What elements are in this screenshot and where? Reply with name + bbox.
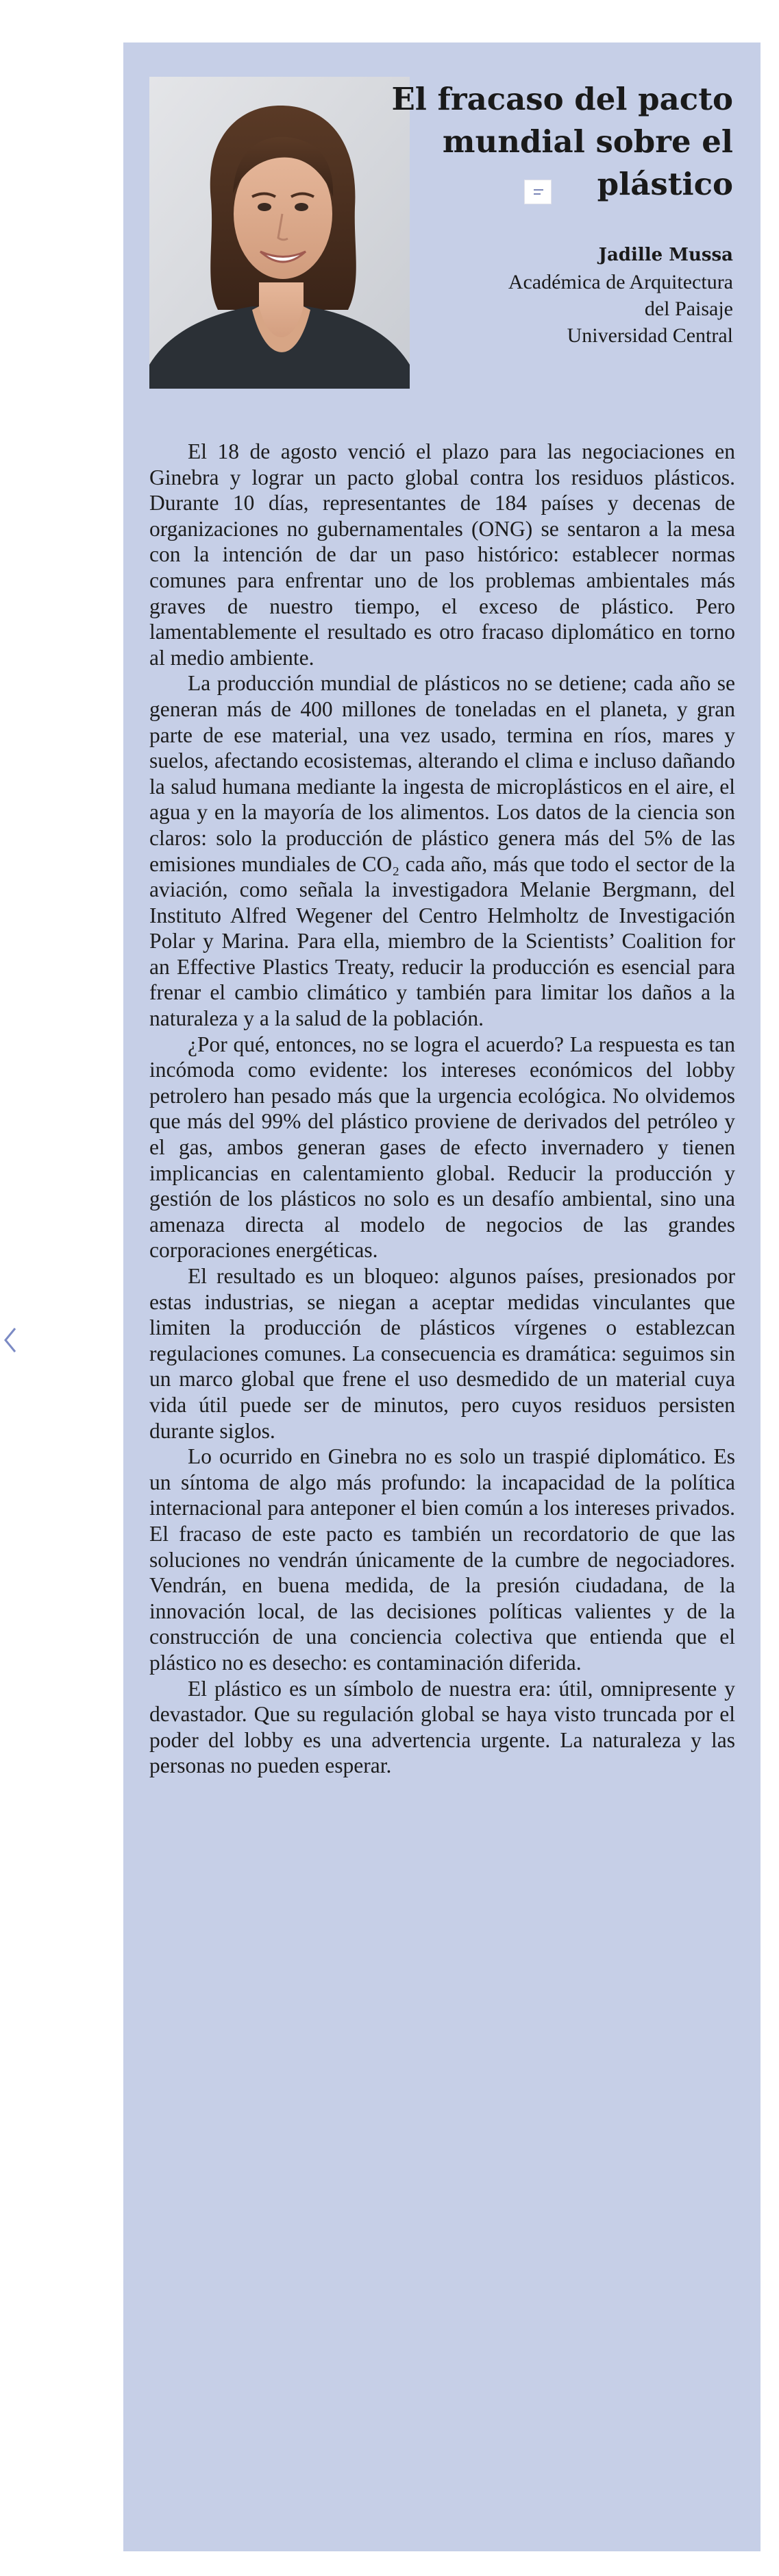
author-portrait	[149, 77, 410, 389]
article-body	[149, 439, 735, 1779]
chevron-left-icon[interactable]	[0, 1323, 21, 1357]
author-institution: Universidad Central	[567, 324, 733, 347]
paragraph: Lo ocurrido en Ginebra no es solo un traspié diplomático. Es un síntoma de algo más profundo: la incapacidad de la política internacional para anteponer el bien común a los intereses privados. El fracaso de este pacto es también un recordatorio de que las soluciones no vendrán únicamente de la cumbre de negociadores. Vendrán, en buena medida, de la presión ciudadana, de la innovación local, de las decisiones políticas valientes y de la construcción de una conciencia colectiva que entienda que el plástico no es desecho: es contaminación diferida.	[149, 1444, 735, 1675]
paragraph: El resultado es un bloqueo: algunos países, presionados por estas industrias, se niegan a aceptar medidas vinculantes que limiten la producción de plásticos vírgenes o establezcan regulaciones comunes. La consecuencia es dramática: seguimos sin un marco global que frene el uso desmedido de un material cuya vida útil puede ser de minutos, pero cuyos residuos persisten durante siglos.	[149, 1264, 735, 1443]
author-role-line1: Académica de Arquitectura	[508, 271, 733, 293]
author-block	[418, 241, 733, 349]
paragraph: El 18 de agosto venció el plazo para las negociaciones en Ginebra y lograr un pacto global contra los residuos plásticos. Durante 10 días, representantes de 184 países y decenas de organizaciones no gubernamentales (ONG) se sentaron a la mesa con la intención de dar un paso histórico: establecer normas comunes para enfrentar uno de los problemas ambientales más graves de nuestro tiempo, el exceso de plástico. Pero lamentablemente el resultado es otro fracaso diplomático en torno al medio ambiente.	[149, 439, 735, 670]
paragraph: El plástico es un símbolo de nuestra era: útil, omnipresente y devastador. Que su regulación global se haya visto truncada por el poder del lobby es una advertencia urgente. La naturaleza y las personas no pueden esperar.	[149, 1676, 735, 1778]
author-name: Jadille Mussa	[598, 245, 733, 265]
paragraph: La producción mundial de plásticos no se detiene; cada año se generan más de 400 millones de toneladas en el planeta, y gran parte de ese material, una vez usado, termina en ríos, mares y suelos, afectando ecosistemas, alterando el clima e incluso dañando la salud humana mediante la ingesta de microplásticos en el aire, el agua y en la mayoría de los alimentos. Los datos de la ciencia son claros: solo la producción de plástico genera más del 5% de las emisiones mundiales de CO₂ cada año, más que todo el sector de la aviación, como señala la investigadora Melanie Bergmann, del Instituto Alfred Wegener del Centro Helmholtz de Investigación Polar y Marina. Para ella, miembro de la Scientists’ Coalition for an Effective Plastics Treaty, reducir la producción es esencial para frenar el cambio climático y también para limitar los daños a la naturaleza y a la salud de la población.	[149, 671, 735, 1031]
article-column	[123, 42, 761, 2551]
article-title: El fracaso del pacto mundial sobre el plástico	[391, 81, 733, 202]
author-role-line2: del Paisaje	[644, 297, 733, 320]
paragraph: ¿Por qué, entonces, no se logra el acuerdo? La respuesta es tan incómoda como evidente: los intereses económicos del lobby petrolero han pesado más que la urgencia ecológica. No olvidemos que más del 99% del plástico proviene de derivados del petróleo y el gas, ambos generan gases de efecto invernadero y tienen implicancias en calentamiento global. Reducir la producción y gestión de los plásticos no solo es un desafío ambiental, sino una amenaza directa al modelo de negocios de las grandes corporaciones energéticas.	[149, 1032, 735, 1263]
